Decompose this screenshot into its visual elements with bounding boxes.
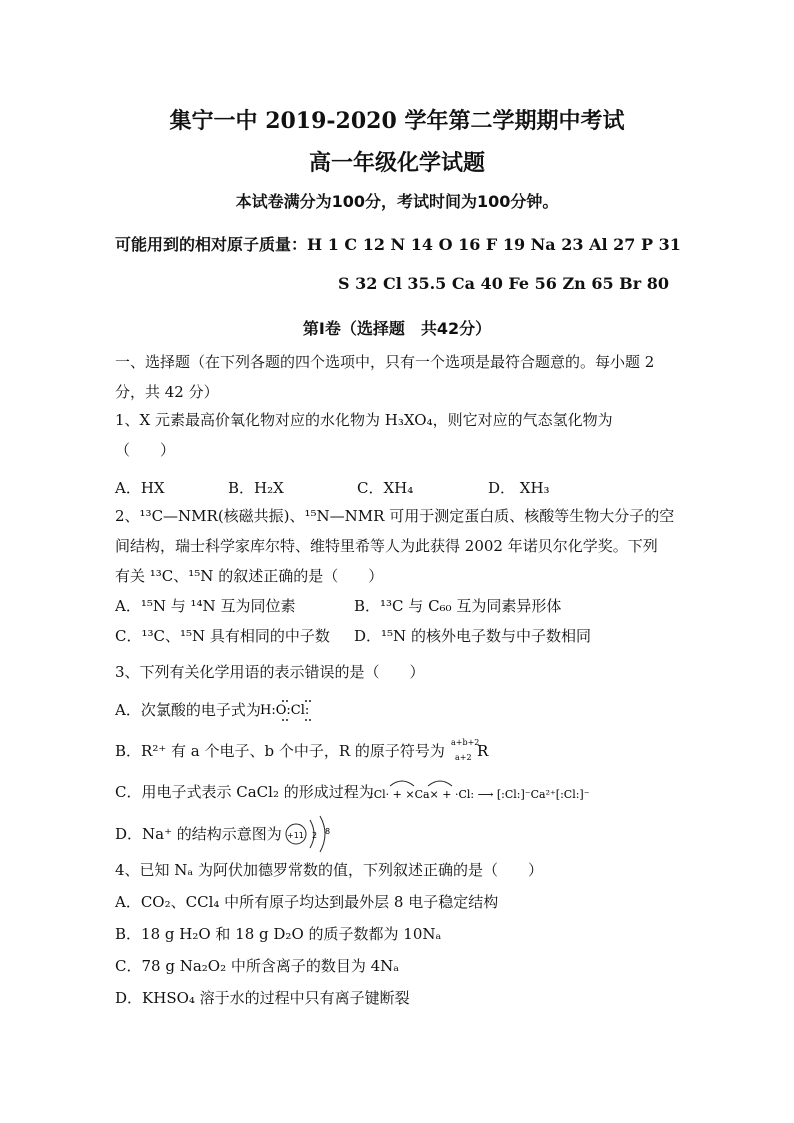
- cacl2-formation-diagram: [370, 778, 630, 808]
- exam-subtitle: 高一年级化学试题: [308, 150, 485, 176]
- section-instruction-1: 一、选择题（在下列各题的四个选项中，只有一个选项是最符合题意的。每小题 2: [115, 353, 655, 371]
- q1-stem-2: （ ）: [115, 441, 176, 459]
- hypochlorous-acid-electron-formula: [258, 692, 338, 724]
- element-symbol-label: R: [477, 742, 489, 760]
- q1-option-c: C．XH₄: [357, 479, 414, 497]
- q3-option-b: B．R²⁺ 有 a 个电子、b 个中子，R 的原子符号为: [115, 742, 445, 760]
- sodium-ion-structure-diagram: [284, 814, 340, 854]
- q3-option-a: A．次氯酸的电子式为: [115, 701, 261, 719]
- q2-option-d: D．¹⁵N 的核外电子数与中子数相同: [354, 627, 591, 645]
- electron-transfer-arrow: [428, 781, 452, 786]
- electron-dot-mark: [305, 700, 307, 702]
- hocl-formula-text: H:O:Cl:: [260, 703, 310, 718]
- electron-transfer-arrow: [390, 781, 414, 786]
- exam-info: 本试卷满分为100分，考试时间为100分钟。: [235, 192, 559, 211]
- shell-1-electrons: 2: [312, 831, 318, 840]
- section-title: 第Ⅰ卷（选择题 共42分）: [302, 319, 492, 338]
- q1-stem-1: 1、X 元素最高价氧化物对应的水化物为 H₃XO₄，则它对应的气态氢化物为: [115, 411, 613, 429]
- q2-option-c: C．¹³C、¹⁵N 具有相同的中子数: [115, 627, 330, 645]
- q4-stem: 4、已知 Nₐ 为阿伏加德罗常数的值，下列叙述正确的是（ ）: [115, 861, 543, 879]
- electron-dot-mark: [309, 719, 311, 721]
- atomic-symbol-r: [449, 736, 499, 762]
- q4-option-d: D．KHSO₄ 溶于水的过程中只有离子键断裂: [115, 989, 410, 1007]
- q4-option-b: B．18 g H₂O 和 18 g D₂O 的质子数都为 10Nₐ: [115, 925, 442, 943]
- atomic-masses-line-2: S 32 Cl 35.5 Ca 40 Fe 56 Zn 65 Br 80: [338, 274, 669, 293]
- electron-dot-mark: [286, 700, 288, 702]
- q3-option-d: D．Na⁺ 的结构示意图为: [115, 825, 282, 843]
- electron-dot-mark: [286, 719, 288, 721]
- q4-option-c: C．78 g Na₂O₂ 中所含离子的数目为 4Nₐ: [115, 957, 400, 975]
- q2-option-b: B．¹³C 与 C₆₀ 互为同素异形体: [354, 597, 562, 615]
- mass-number-label: a+b+2: [451, 738, 480, 747]
- electron-dot-mark: [282, 719, 284, 721]
- q4-option-a: A．CO₂、CCl₄ 中所有原子均达到最外层 8 电子稳定结构: [115, 893, 499, 911]
- shell-2-electrons: 8: [325, 827, 331, 836]
- cacl2-formation-text: :Cl· + ×Ca× + ·Cl: ⟶ [:Cl:]⁻Ca²⁺[:Cl:]⁻: [370, 788, 590, 801]
- nucleus-charge: +11: [287, 831, 304, 840]
- q1-option-b: B．H₂X: [228, 479, 284, 497]
- electron-dot-mark: [305, 719, 307, 721]
- exam-title: 集宁一中 2019-2020 学年第二学期期中考试: [169, 108, 625, 134]
- q2-option-a: A．¹⁵N 与 ¹⁴N 互为同位素: [115, 597, 296, 615]
- electron-dot-mark: [309, 700, 311, 702]
- atomic-number-label: a+2: [455, 753, 472, 762]
- q3-option-c: C．用电子式表示 CaCl₂ 的形成过程为: [115, 783, 374, 801]
- q3-stem: 3、下列有关化学用语的表示错误的是（ ）: [115, 663, 425, 681]
- section-instruction-2: 分，共 42 分）: [115, 383, 219, 401]
- q1-option-d: D． XH₃: [488, 479, 550, 497]
- q2-stem-3: 有关 ¹³C、¹⁵N 的叙述正确的是（ ）: [115, 567, 384, 585]
- q2-stem-2: 间结构，瑞士科学家库尔特、维特里希等人为此获得 2002 年诺贝尔化学奖。下列: [115, 537, 658, 555]
- atomic-masses-line-1: 可能用到的相对原子质量：H 1 C 12 N 14 O 16 F 19 Na 23 Al 27 P 31: [115, 235, 681, 254]
- q2-stem-1: 2、¹³C—NMR(核磁共振)、¹⁵N—NMR 可用于测定蛋白质、核酸等生物大分子的空: [115, 507, 675, 525]
- q1-option-a: A．HX: [115, 479, 165, 497]
- electron-dot-mark: [282, 700, 284, 702]
